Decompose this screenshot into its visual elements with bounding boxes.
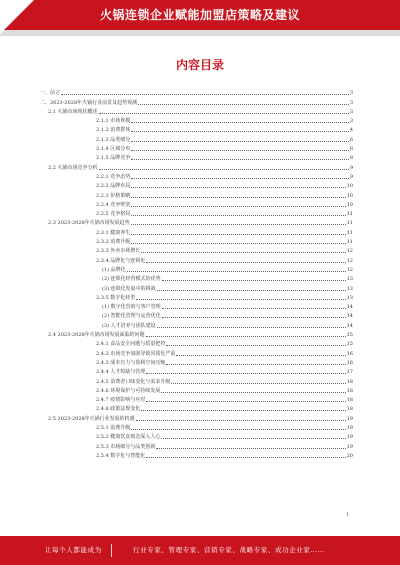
toc-entry-page: 10 [346, 201, 353, 208]
toc-entry[interactable] [40, 347, 353, 356]
toc-entry[interactable] [40, 394, 353, 403]
toc-entry-title: 2.5.1 消费升级 [96, 424, 131, 431]
toc-dot-leader [171, 383, 345, 384]
toc-entry-title: 2.2.5 竞争格局 [96, 211, 131, 218]
toc-entry-page: 11 [346, 239, 353, 246]
toc-entry-title: 2.2.2 品牌布局 [96, 183, 131, 190]
toc-entry-title: 2.4.7 疫情影响与应对 [96, 397, 146, 404]
toc-entry-page: 13 [346, 294, 353, 301]
toc-entry-title: 2.2 火锅市场竞争分析 [48, 164, 98, 171]
toc-entry[interactable] [40, 161, 353, 170]
toc-dot-leader [131, 122, 349, 123]
toc-dot-leader [141, 410, 345, 411]
toc-dot-leader [61, 94, 349, 95]
toc-entry-page: 8 [349, 155, 353, 162]
toc-dot-leader [131, 243, 345, 244]
toc-entry-title: 2.1 火锅市场现状概述 [48, 108, 98, 115]
toc-dot-leader [131, 178, 349, 179]
toc-entry-page: 14 [346, 322, 353, 329]
toc-entry[interactable] [40, 189, 353, 198]
toc-entry[interactable] [40, 217, 353, 226]
toc-entry[interactable] [40, 245, 353, 254]
toc-entry-page: 12 [346, 257, 353, 264]
toc-entry-page: 18 [346, 406, 353, 413]
toc-entry[interactable] [40, 254, 353, 263]
toc-entry[interactable] [40, 87, 353, 96]
toc-dot-leader [138, 104, 349, 105]
toc-dot-leader [156, 448, 345, 449]
toc-entry-title: 2.1.3 品类细分 [96, 136, 131, 143]
toc-entry[interactable] [40, 180, 353, 189]
toc-entry-page: 20 [346, 452, 353, 459]
toc-entry-title: 2.3.1 健康养生 [96, 229, 131, 236]
footer-slogan-left: 让每个人都能成为 [45, 546, 102, 554]
toc-entry[interactable] [40, 115, 353, 124]
toc-entry-page: 18 [346, 387, 353, 394]
toc-entry-page: 3 [349, 99, 353, 106]
toc-entry-title: 2.1.1 市场规模 [96, 118, 131, 125]
toc-entry-title: 2.4 2023-2028年火锅市场发展面临的问题 [48, 332, 145, 339]
toc-dot-leader [146, 336, 346, 337]
toc-entry-page: 11 [346, 220, 353, 227]
toc-entry[interactable] [40, 133, 353, 142]
toc-entry-page: 3 [349, 90, 353, 97]
toc-entry-page: 19 [346, 424, 353, 431]
toc-entry-title: 2.4.1 食品安全问题与质量把控 [96, 341, 166, 348]
toc-entry-page: 6 [349, 136, 353, 143]
toc-entry-page: 18 [346, 378, 353, 385]
toc-entry-page: 16 [346, 350, 353, 357]
toc-entry-title: 2.3 2023-2028年火锅市场发展趋势 [48, 220, 130, 227]
toc-entry-page: 19 [346, 434, 353, 441]
toc-dot-leader [162, 308, 346, 309]
toc-dot-leader [162, 280, 346, 281]
toc-entry-page: 14 [346, 304, 353, 311]
toc-entry-title: 2.5 2023-2028年火锅行业发展的机遇 [48, 415, 135, 422]
footer-bar [0, 536, 400, 565]
footer-divider [111, 544, 112, 557]
toc-entry[interactable] [40, 310, 353, 319]
toc-entry[interactable] [40, 338, 353, 347]
toc-entry-title: 2.4.3 成本压力与盈利空间压缩 [96, 359, 166, 366]
toc-entry[interactable] [40, 450, 353, 459]
toc-entry[interactable] [40, 431, 353, 440]
toc-entry[interactable] [40, 319, 353, 328]
toc-dot-leader [131, 131, 349, 132]
toc-entry-page: 9 [349, 173, 353, 180]
toc-entry[interactable] [40, 199, 353, 208]
toc-entry-title: (2) 智能化管理与运营优化 [102, 313, 161, 320]
toc-entry-title: 2.2.3 价格策略 [96, 192, 131, 199]
toc-dot-leader [99, 169, 349, 170]
toc-dot-leader [146, 262, 345, 263]
toc-entry[interactable] [40, 96, 353, 105]
toc-entry[interactable] [40, 236, 353, 245]
toc-entry-title: 2.1.2 消费群体 [96, 127, 131, 134]
toc-dot-leader [131, 187, 345, 188]
toc-entry-page: 11 [346, 229, 353, 236]
toc-entry-page: 9 [349, 164, 353, 171]
toc-entry[interactable] [40, 301, 353, 310]
toc-entry-page: 19 [346, 443, 353, 450]
toc-entry-title: 2.2.4 竞争壁垒 [96, 201, 131, 208]
toc-entry-title: 2.3.2 消费升级 [96, 239, 131, 246]
toc-dot-leader [131, 429, 345, 430]
footer-slogan-right: 行业专家、管理专家、营销专家、战略专家、成功企业家…… [133, 546, 325, 554]
toc-dot-leader [131, 150, 349, 151]
toc-dot-leader [161, 438, 345, 439]
toc-entry-page: 15 [346, 332, 353, 339]
toc-entry-title: 2.5.2 健康饮食观念深入人心 [96, 434, 161, 441]
toc-entry-page: 3 [349, 118, 353, 125]
toc-dot-leader [161, 392, 345, 393]
toc-dot-leader [136, 420, 346, 421]
toc-entry-page: 18 [346, 397, 353, 404]
toc-entry[interactable] [40, 357, 353, 366]
toc-entry-page: 14 [346, 313, 353, 320]
toc-entry-title: (3) 人才培养与团队建设 [102, 322, 156, 329]
toc-dot-leader [131, 224, 346, 225]
toc-entry-page: 16 [346, 359, 353, 366]
toc-entry[interactable] [40, 124, 353, 133]
toc-entry[interactable] [40, 329, 353, 338]
toc-entry-title: 2.1.5 品牌竞争 [96, 155, 131, 162]
toc-entry-title: 2.3.4 品牌化与连锁化 [96, 257, 146, 264]
toc-entry-page: 19 [346, 415, 353, 422]
toc-entry[interactable] [40, 375, 353, 384]
toc-dot-leader [141, 252, 345, 253]
toc-entry-page: 12 [346, 266, 353, 273]
toc-entry-title: 2.4.4 人才短缺与管理 [96, 369, 146, 376]
toc-dot-leader [162, 317, 346, 318]
toc-entry[interactable] [40, 366, 353, 375]
toc-entry[interactable] [40, 403, 353, 412]
toc-entry-page: 10 [346, 183, 353, 190]
toc-entry-page: 11 [346, 211, 353, 218]
toc-dot-leader [157, 327, 346, 328]
toc-entry[interactable] [40, 385, 353, 394]
toc-entry-title: 2.4.5 消费者口味变化与需求升级 [96, 378, 171, 385]
toc-entry-title: 2.4.2 市场竞争加剧导致同质化严重 [96, 350, 176, 357]
toc-heading: 内容目录 [175, 58, 224, 72]
toc-entry[interactable] [40, 440, 353, 449]
toc-dot-leader [99, 113, 349, 114]
toc-dot-leader [131, 234, 345, 235]
toc-entry-title: 二、2023-2028年火锅行业前景及趋势预测 [40, 99, 138, 106]
toc-entry-title: 2.5.4 数字化与智能化 [96, 452, 146, 459]
toc-dot-leader [127, 271, 346, 272]
toc-dot-leader [131, 159, 349, 160]
toc-dot-leader [131, 197, 345, 198]
header-bar [0, 0, 400, 36]
toc-dot-leader [166, 345, 345, 346]
toc-entry-page: 10 [346, 192, 353, 199]
toc-entry[interactable] [40, 412, 353, 421]
toc-entry[interactable] [40, 106, 353, 115]
toc-dot-leader [131, 215, 345, 216]
toc-entry-title: 2.1.4 区域分布 [96, 146, 131, 153]
toc-entry-title: 一、前言 [40, 90, 61, 97]
toc-entry[interactable] [40, 208, 353, 217]
toc-dot-leader [131, 206, 345, 207]
page-number: 1 [346, 512, 350, 518]
toc-entry[interactable] [40, 282, 353, 291]
toc-entry-title: 2.3.3 外卖市场增长 [96, 248, 141, 255]
toc-entry-title: (1) 品牌化 [102, 266, 126, 273]
toc-entry[interactable] [40, 264, 353, 273]
toc-dot-leader [157, 290, 346, 291]
toc-entry-title: 2.4.8 政策法规变化 [96, 406, 141, 413]
toc-entry-page: 13 [346, 276, 353, 283]
toc-dot-leader [176, 355, 345, 356]
table-of-contents [40, 87, 353, 459]
toc-entry[interactable] [40, 292, 353, 301]
toc-entry[interactable] [40, 171, 353, 180]
toc-entry-page: 8 [349, 146, 353, 153]
toc-entry[interactable] [40, 143, 353, 152]
toc-entry[interactable] [40, 226, 353, 235]
toc-dot-leader [136, 299, 345, 300]
toc-entry-title: 2.2.1 竞争态势 [96, 173, 131, 180]
toc-dot-leader [166, 364, 345, 365]
toc-dot-leader [146, 373, 345, 374]
toc-dot-leader [146, 401, 345, 402]
toc-entry[interactable] [40, 422, 353, 431]
toc-entry-page: 13 [346, 285, 353, 292]
toc-entry[interactable] [40, 152, 353, 161]
toc-entry-page: 12 [346, 248, 353, 255]
toc-entry-page: 17 [346, 369, 353, 376]
toc-entry-title: (1) 数字化营销与客户管理 [102, 304, 161, 311]
toc-entry[interactable] [40, 273, 353, 282]
document-title: 火锅连锁企业赋能加盟店策略及建议 [99, 8, 300, 22]
toc-entry-page: 15 [346, 341, 353, 348]
toc-dot-leader [146, 457, 345, 458]
toc-entry-page: 3 [349, 108, 353, 115]
toc-entry-title: (3) 连锁化发展中的挑战 [102, 285, 156, 292]
toc-entry-title: 2.5.3 市场细分与品类创新 [96, 443, 156, 450]
toc-dot-leader [131, 141, 349, 142]
toc-entry-title: 2.3.5 数字化转型 [96, 294, 136, 301]
toc-entry-title: 2.4.6 环境保护与可持续发展 [96, 387, 161, 394]
toc-entry-title: (2) 连锁化经营模式的优势 [102, 276, 161, 283]
toc-entry-page: 4 [349, 127, 353, 134]
